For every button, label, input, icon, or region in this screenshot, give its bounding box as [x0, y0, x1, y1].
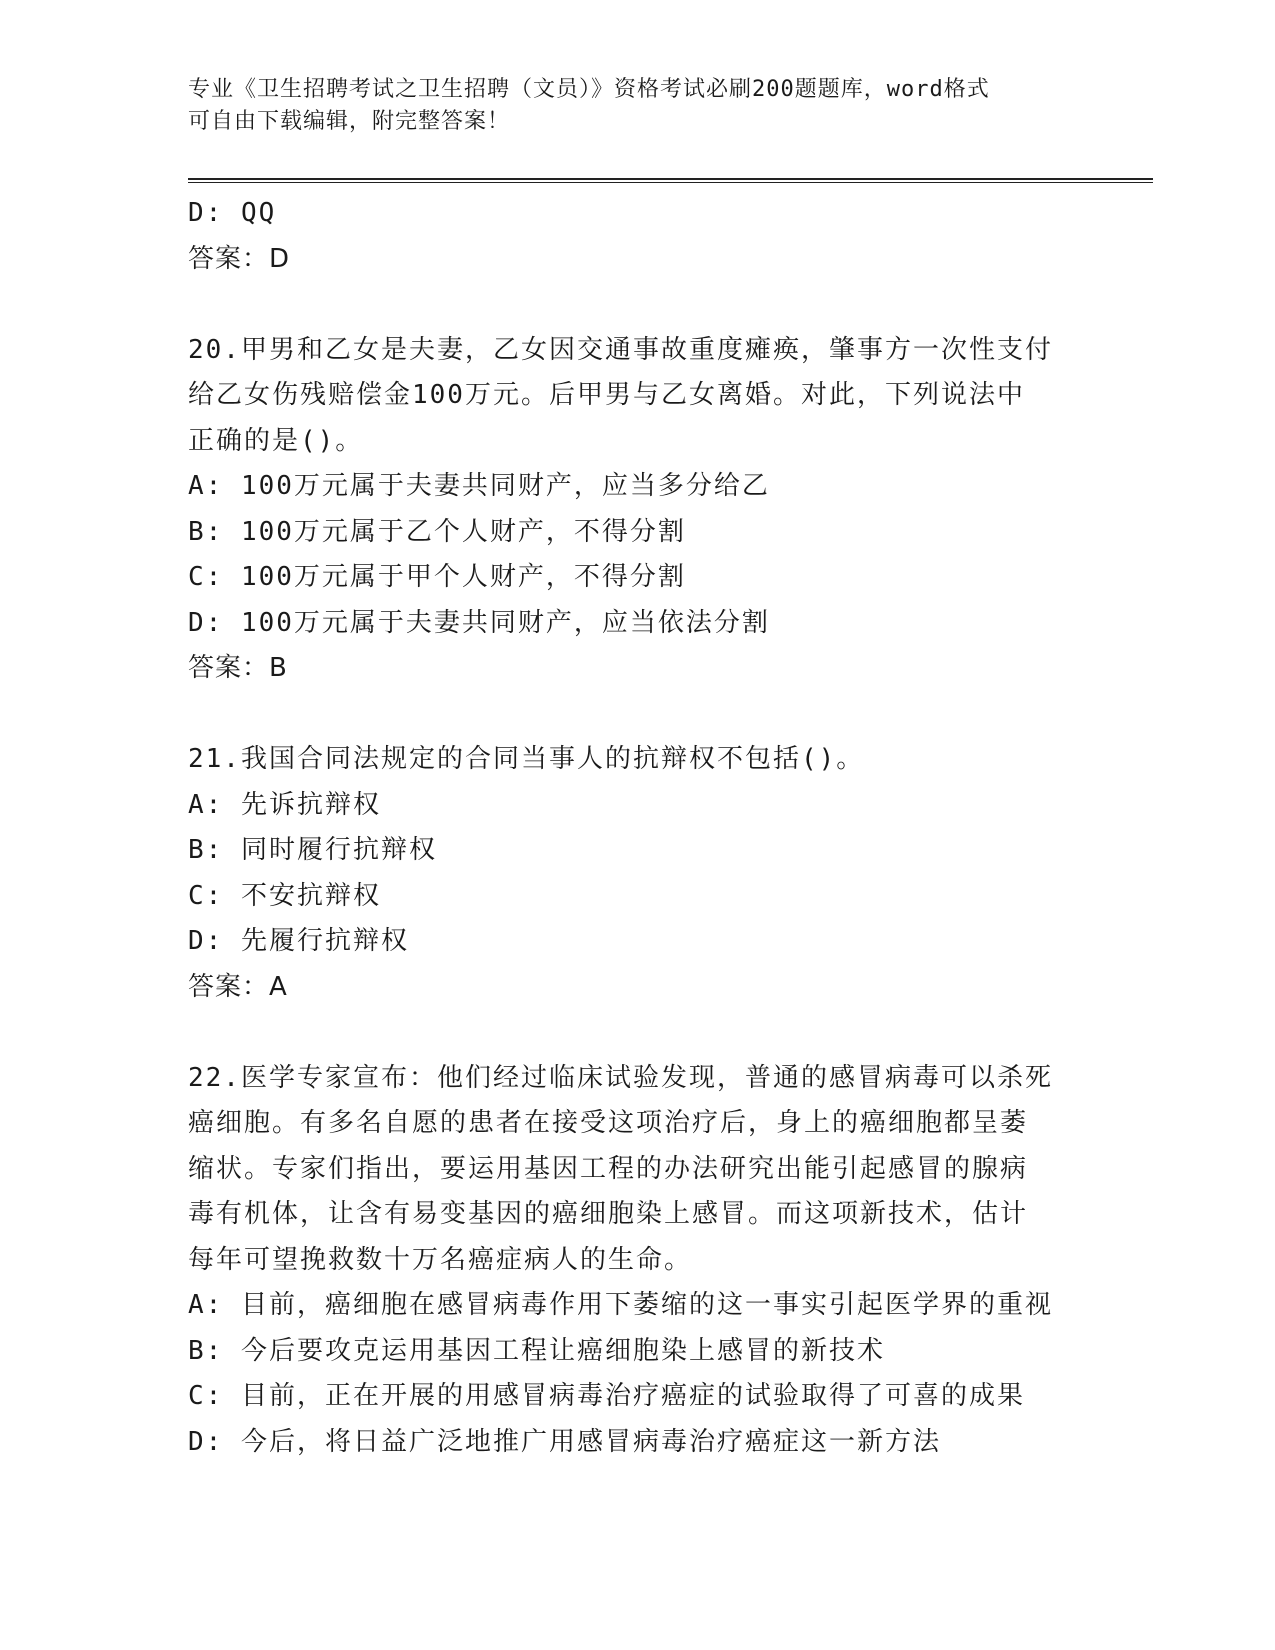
- option-c: C: 目前，正在开展的用感冒病毒治疗癌症的试验取得了可喜的成果: [188, 1381, 1025, 1411]
- question-text-line: 给乙女伤残赔偿金100万元。后甲男与乙女离婚。对此，下列说法中: [188, 380, 1025, 410]
- header-line-2: 可自由下载编辑，附完整答案！: [188, 109, 511, 134]
- option-d: D: QQ: [188, 198, 277, 228]
- question-20: [188, 328, 1068, 692]
- option-d: D: 今后，将日益广泛地推广用感冒病毒治疗癌症这一新方法: [188, 1426, 941, 1457]
- question-content: [188, 191, 1068, 1465]
- option-d: D: 先履行抗辩权: [188, 926, 409, 956]
- option-c: C: 不安抗辩权: [188, 880, 381, 911]
- question-21: [188, 737, 1068, 1010]
- question-text-line: 癌细胞。有多名自愿的患者在接受这项治疗后，身上的癌细胞都呈萎: [188, 1108, 1029, 1138]
- option-b: B: 同时履行抗辩权: [188, 835, 437, 865]
- header-line-1: 专业《卫生招聘考试之卫生招聘（文员）》资格考试必刷200题题库，word格式: [188, 77, 990, 102]
- question-text-line: 21.我国合同法规定的合同当事人的抗辩权不包括()。: [188, 744, 865, 774]
- question-text-line: 正确的是()。: [188, 425, 364, 456]
- option-a: A: 目前，癌细胞在感冒病毒作用下萎缩的这一事实引起医学界的重视: [188, 1290, 1053, 1320]
- previous-question-tail: [188, 191, 1068, 282]
- option-a: A: 100万元属于夫妻共同财产，应当多分给乙: [188, 471, 770, 501]
- question-text-line: 每年可望挽救数十万名癌症病人的生命。: [188, 1244, 693, 1275]
- option-b: B: 100万元属于乙个人财产，不得分割: [188, 516, 686, 547]
- page-header: [188, 74, 1068, 138]
- question-text-line: 20.甲男和乙女是夫妻，乙女因交通事故重度瘫痪，肇事方一次性支付: [188, 334, 1053, 365]
- answer-label: 答案：B: [188, 653, 288, 683]
- answer-label: 答案：A: [188, 971, 288, 1002]
- question-22: [188, 1056, 1068, 1466]
- option-b: B: 今后要攻克运用基因工程让癌细胞染上感冒的新技术: [188, 1335, 885, 1366]
- option-d: D: 100万元属于夫妻共同财产，应当依法分割: [188, 607, 770, 638]
- question-text-line: 22.医学专家宣布：他们经过临床试验发现，普通的感冒病毒可以杀死: [188, 1062, 1053, 1093]
- answer-label: 答案：D: [188, 243, 291, 274]
- question-text-line: 缩状。专家们指出，要运用基因工程的办法研究出能引起感冒的腺病: [188, 1153, 1029, 1184]
- header-divider: [188, 178, 1153, 183]
- option-a: A: 先诉抗辩权: [188, 789, 381, 820]
- option-c: C: 100万元属于甲个人财产，不得分割: [188, 562, 686, 592]
- question-text-line: 毒有机体，让含有易变基因的癌细胞染上感冒。而这项新技术，估计: [188, 1199, 1029, 1229]
